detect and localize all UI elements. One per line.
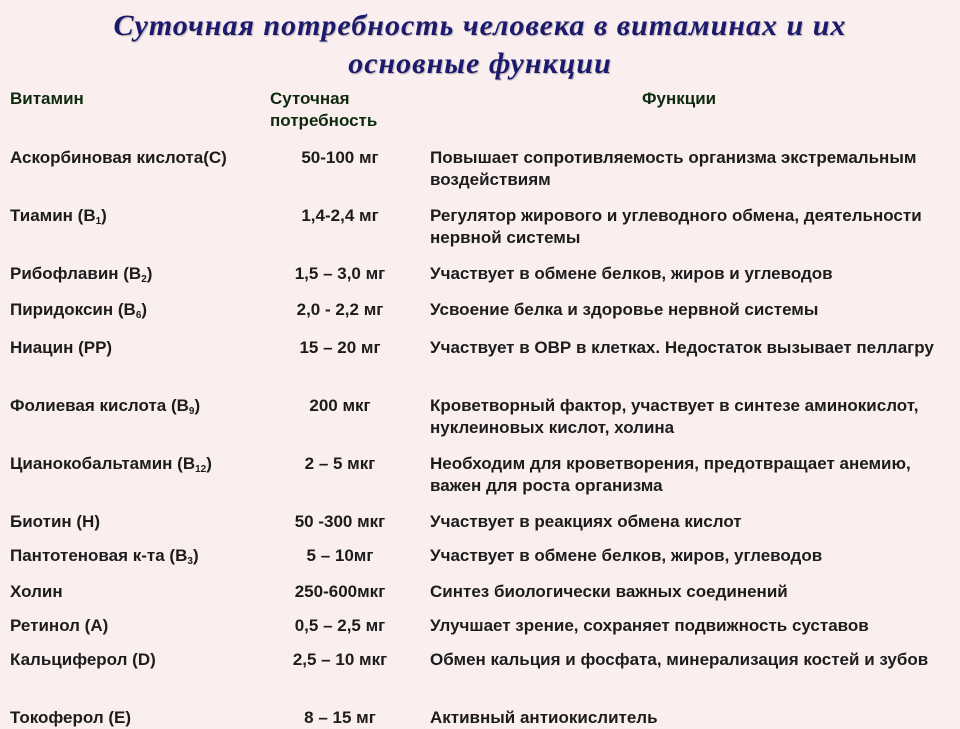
vitamin-name [10, 615, 265, 637]
vitamin-name [10, 337, 265, 359]
vitamin-name [10, 395, 265, 417]
vitamin-name-suffix: ) [101, 206, 107, 225]
vitamin-name-text: Рибофлавин (В [10, 264, 142, 283]
vitamin-name-text: Холин [10, 582, 63, 601]
vitamin-name [10, 707, 265, 729]
function-description: Участвует в обмене белков, жиров и углеводов [430, 264, 833, 283]
function-description: Обмен кальция и фосфата, минерализация костей и зубов [430, 650, 929, 669]
function-description: Активный антиокислитель [430, 708, 658, 727]
vitamin-name-text: Биотин (Н) [10, 512, 100, 531]
function-description: Улучшает зрение, сохраняет подвижность суставов [430, 616, 869, 635]
vitamin-name-text: Токоферол (Е) [10, 708, 132, 727]
vitamin-name [10, 147, 265, 169]
function-description: Регулятор жирового и углеводного обмена, деятельности нервной системы [430, 206, 922, 247]
vitamin-name [10, 299, 265, 321]
vitamin-name-suffix: ) [206, 454, 212, 473]
vitamin-name [10, 545, 265, 567]
vitamin-name-text: Тиамин (В [10, 206, 96, 225]
daily-need-value: 5 – 10мг [306, 546, 374, 565]
vitamin-name-text: Аскорбиновая кислота(С) [10, 148, 227, 167]
daily-need-value: 2,5 – 10 мкг [292, 650, 388, 669]
vitamin-name-suffix: ) [141, 300, 148, 319]
daily-need-value: 15 – 20 мг [299, 338, 381, 357]
vitamin-name-suffix: ) [146, 264, 153, 283]
vitamin-name-text: Кальциферол (D) [10, 650, 156, 669]
vitamin-name [10, 649, 265, 671]
vitamin-name-text: Ниацин (PP) [10, 338, 113, 357]
daily-need-value: 0,5 – 2,5 мг [294, 616, 386, 635]
vitamin-name-text: Фолиевая кислота (В [10, 396, 189, 415]
vitamin-name [10, 511, 265, 533]
vitamin-subscript: 2 [141, 274, 147, 285]
vitamin-name-text: Пиридоксин (В [10, 300, 136, 319]
daily-need-value: 50-100 мг [301, 148, 379, 167]
daily-need-value: 50 -300 мкг [294, 512, 386, 531]
function-description: Кроветворный фактор, участвует в синтезе аминокислот, нуклеиновых кислот, холина [430, 396, 919, 437]
daily-need-value: 2,0 - 2,2 мг [296, 300, 384, 319]
vitamin-name [10, 581, 265, 603]
vitamin-name-text: Ретинол (А) [10, 616, 109, 635]
function-description: Участвует в ОВР в клетках. Недостаток вызывает пеллагру [430, 338, 934, 357]
vitamin-name-text: Цианокобальтамин (В [10, 454, 196, 473]
header-daily-need [270, 88, 420, 132]
vitamin-name [10, 205, 265, 227]
daily-need-value: 250-600мкг [294, 582, 386, 601]
vitamin-subscript: 1 [95, 216, 102, 227]
title-line-2: основные функции [348, 47, 612, 80]
header-daily-need-line1: Суточная [270, 89, 350, 108]
header-daily-need-line2: потребность [270, 111, 378, 130]
vitamin-subscript: 12 [195, 464, 207, 475]
function-description: Участвует в реакциях обмена кислот [430, 512, 742, 531]
function-description: Необходим для кроветворения, предотвращает анемию, важен для роста организма [430, 454, 911, 495]
vitamin-name [10, 453, 265, 475]
function-description: Участвует в обмене белков, жиров, углеводов [430, 546, 823, 565]
vitamin-name [10, 263, 265, 285]
vitamin-name-text: Пантотеновая к-та (В [10, 546, 188, 565]
vitamin-name-suffix: ) [192, 546, 199, 565]
header-vitamin: Витамин [10, 89, 84, 108]
page-title [0, 6, 960, 84]
header-functions: Функции [642, 89, 717, 108]
daily-need-value: 1,4-2,4 мг [301, 206, 379, 225]
function-description: Повышает сопротивляемость организма экстремальным воздействиям [430, 148, 917, 189]
vitamin-name-suffix: ) [194, 396, 201, 415]
vitamin-subscript: 6 [135, 310, 142, 321]
daily-need-value: 8 – 15 мг [304, 708, 376, 727]
function-description: Синтез биологически важных соединений [430, 582, 788, 601]
vitamin-subscript: 9 [188, 406, 195, 417]
function-description: Усвоение белка и здоровье нервной системы [430, 300, 819, 319]
title-line-1: Суточная потребность человека в витаминах и их [113, 9, 847, 42]
daily-need-value: 200 мкг [309, 396, 371, 415]
vitamin-subscript: 3 [187, 556, 193, 567]
daily-need-value: 2 – 5 мкг [304, 454, 376, 473]
daily-need-value: 1,5 – 3,0 мг [294, 264, 386, 283]
